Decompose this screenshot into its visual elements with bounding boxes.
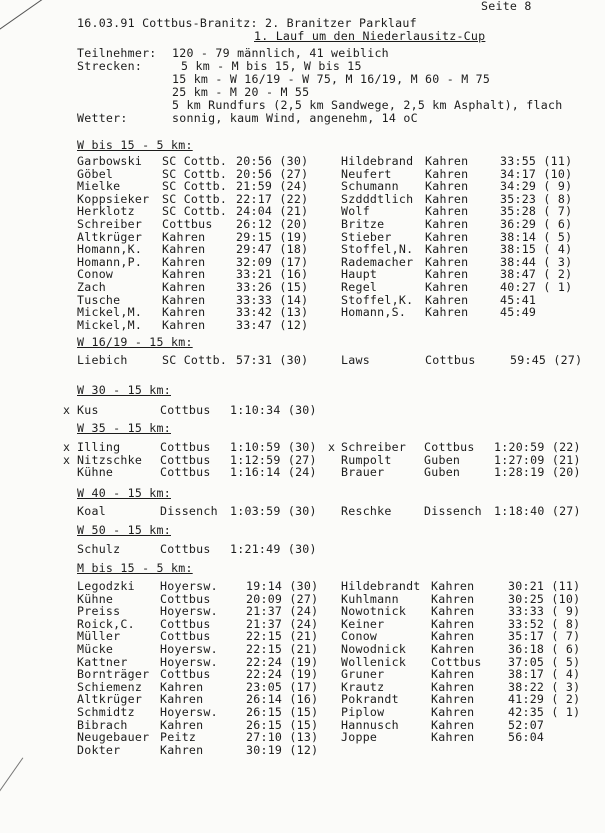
- result-club: Kahren: [162, 267, 206, 282]
- result-time: 37:05 ( 5): [508, 654, 581, 669]
- result-time: 29:47 (18): [236, 242, 309, 257]
- result-club: Kahren: [425, 267, 469, 282]
- result-name: Nitzschke: [77, 452, 143, 467]
- result-name: Müller: [77, 629, 121, 644]
- result-name: Göbel: [77, 166, 114, 181]
- result-club: Hoyersw.: [160, 642, 218, 656]
- result-club: Kahren: [431, 629, 475, 644]
- result-name: Laws: [341, 353, 370, 367]
- result-club: Kahren: [162, 254, 206, 269]
- result-club: SC Cottb.: [162, 179, 228, 194]
- result-name: Reschke: [341, 504, 392, 518]
- result-name: Gruner: [341, 667, 385, 682]
- result-club: Cottbus: [160, 629, 211, 644]
- result-name: Mickel,M.: [77, 305, 143, 320]
- result-time: 19:14 (30): [246, 579, 319, 593]
- result-name: Garbowski: [77, 154, 143, 168]
- result-time: 35:23 ( 8): [500, 191, 573, 206]
- result-name: Keiner: [341, 616, 385, 631]
- result-club: SC Cottb.: [162, 166, 228, 181]
- result-name: Kuhlmann: [341, 591, 399, 606]
- page-number: Seite 8: [481, 0, 532, 13]
- result-name: Joppe: [341, 730, 378, 745]
- result-time: 38:14 ( 5): [500, 229, 573, 244]
- result-club: Cottbus: [160, 440, 211, 454]
- result-club: SC Cottb.: [162, 353, 228, 367]
- result-name: Hildebrand: [341, 154, 414, 168]
- result-club: Kahren: [162, 317, 206, 332]
- result-club: Dissench: [424, 504, 482, 518]
- result-time: 22:17 (22): [236, 191, 309, 206]
- result-name: Altkrüger: [77, 229, 143, 244]
- distance-line: 5 km Rundfurs (2,5 km Sandwege, 2,5 km Asphalt), flach: [172, 98, 563, 112]
- result-time: 35:17 ( 7): [508, 629, 581, 644]
- result-time: 33:33 (14): [236, 292, 309, 307]
- result-time: 34:17 (10): [500, 166, 573, 181]
- result-name: Legodzki: [77, 579, 135, 593]
- result-time: 40:27 ( 1): [500, 280, 573, 294]
- result-name: Conow: [77, 267, 114, 282]
- result-club: Kahren: [425, 305, 469, 320]
- section-heading: W 30 - 15 km:: [77, 383, 171, 397]
- result-time: 33:33 ( 9): [508, 604, 581, 619]
- result-time: 1:18:40 (27): [494, 504, 581, 518]
- result-club: Kahren: [431, 642, 475, 656]
- result-time: 1:03:59 (30): [230, 504, 317, 518]
- section-heading: M bis 15 - 5 km:: [77, 561, 193, 575]
- result-time: 1:21:49 (30): [230, 542, 317, 556]
- result-time: 45:41: [500, 292, 537, 307]
- result-name: Szdddtlich: [341, 191, 414, 206]
- result-time: 30:21 (11): [508, 579, 581, 593]
- result-time: 56:04: [508, 730, 545, 745]
- result-name: Preiss: [77, 604, 121, 619]
- result-name: Zach: [77, 280, 106, 294]
- result-name: Nowodnick: [341, 642, 407, 656]
- result-club: Kahren: [425, 254, 469, 269]
- result-time: 33:26 (15): [236, 280, 309, 294]
- result-club: Kahren: [160, 679, 204, 694]
- result-club: Kahren: [431, 579, 475, 593]
- result-name: Mücke: [77, 642, 114, 656]
- result-club: Kahren: [425, 179, 469, 194]
- participants-value: 120 - 79 männlich, 41 weiblich: [172, 46, 389, 60]
- result-club: Dissench: [160, 504, 218, 518]
- result-name: Regel: [341, 280, 378, 294]
- result-name: Rademacher: [341, 254, 414, 269]
- result-time: 29:15 (19): [236, 229, 309, 244]
- result-time: 1:20:59 (22): [494, 440, 581, 454]
- result-time: 27:10 (13): [246, 730, 319, 745]
- result-name: Schreiber: [341, 440, 407, 454]
- result-name: Hannusch: [341, 717, 399, 732]
- result-club: Kahren: [431, 604, 475, 619]
- result-name: Krautz: [341, 679, 385, 694]
- result-time: 38:47 ( 2): [500, 267, 573, 282]
- result-name: Pokrandt: [341, 692, 399, 707]
- result-name: Neufert: [341, 166, 392, 181]
- result-name: Neugebauer: [77, 730, 150, 745]
- result-club: Kahren: [162, 242, 206, 257]
- result-club: Kahren: [431, 667, 475, 682]
- result-name: Illing: [77, 440, 121, 454]
- result-time: 30:19 (12): [246, 742, 319, 757]
- result-club: Cottbus: [425, 353, 476, 367]
- result-club: Kahren: [431, 705, 475, 719]
- result-time: 20:56 (30): [236, 154, 309, 168]
- result-time: 26:15 (15): [246, 717, 319, 732]
- result-name: Nowotnick: [341, 604, 407, 619]
- result-club: Kahren: [425, 204, 469, 219]
- result-name: Schulz: [77, 542, 121, 556]
- result-name: Kus: [77, 403, 99, 417]
- result-club: Kahren: [162, 305, 206, 320]
- result-name: Piplow: [341, 705, 385, 719]
- entry-mark: x: [63, 440, 71, 454]
- result-name: Schiemenz: [77, 679, 143, 694]
- result-name: Stoffel,K.: [341, 292, 414, 307]
- result-name: Homann,S.: [341, 305, 407, 320]
- result-time: 1:28:19 (20): [494, 465, 581, 480]
- result-name: Kattner: [77, 654, 128, 669]
- result-club: Guben: [424, 452, 461, 467]
- result-club: Cottbus: [160, 403, 211, 417]
- result-club: Cottbus: [160, 591, 211, 606]
- result-time: 33:42 (13): [236, 305, 309, 320]
- result-time: 1:10:59 (30): [230, 440, 317, 454]
- header-subtitle: 1. Lauf um den Niederlausitz-Cup: [254, 29, 486, 43]
- result-time: 22:15 (21): [246, 629, 319, 644]
- result-name: Kühne: [77, 465, 114, 480]
- result-name: Kühne: [77, 591, 114, 606]
- result-time: 20:09 (27): [246, 591, 319, 606]
- result-club: Kahren: [160, 742, 204, 757]
- result-club: Kahren: [425, 292, 469, 307]
- result-name: Tusche: [77, 292, 121, 307]
- result-name: Homann,P.: [77, 254, 143, 269]
- result-time: 26:15 (15): [246, 705, 319, 719]
- result-club: Cottbus: [424, 440, 475, 454]
- result-name: Hildebrandt: [341, 579, 421, 593]
- result-club: Peitz: [160, 730, 197, 745]
- result-club: Cottbus: [160, 667, 211, 682]
- result-time: 38:17 ( 4): [508, 667, 581, 682]
- result-club: Hoyersw.: [160, 705, 218, 719]
- result-time: 59:45 (27): [510, 353, 583, 367]
- result-time: 35:28 ( 7): [500, 204, 573, 219]
- result-name: Bornträger: [77, 667, 150, 682]
- result-club: Kahren: [425, 242, 469, 257]
- page-corner-line-bottom: [0, 757, 23, 823]
- result-name: Schmidtz: [77, 705, 135, 719]
- result-club: Kahren: [431, 730, 475, 745]
- result-club: Kahren: [425, 217, 469, 231]
- result-time: 30:25 (10): [508, 591, 581, 606]
- result-time: 24:04 (21): [236, 204, 309, 219]
- result-time: 21:37 (24): [246, 604, 319, 619]
- result-club: Kahren: [160, 717, 204, 732]
- section-heading: W 50 - 15 km:: [77, 523, 171, 537]
- page-corner-line: [0, 0, 44, 39]
- result-time: 33:52 ( 8): [508, 616, 581, 631]
- result-name: Stoffel,N.: [341, 242, 414, 257]
- result-time: 38:44 ( 3): [500, 254, 573, 269]
- result-club: Kahren: [431, 717, 475, 732]
- result-name: Mielke: [77, 179, 121, 194]
- section-heading: W 35 - 15 km:: [77, 421, 171, 435]
- distances-label: Strecken:: [77, 59, 143, 73]
- result-time: 1:27:09 (21): [494, 452, 581, 467]
- result-name: Mickel,M.: [77, 317, 143, 332]
- result-name: Wollenick: [341, 654, 407, 669]
- result-time: 22:15 (21): [246, 642, 319, 656]
- result-club: Guben: [424, 465, 461, 480]
- result-club: Cottbus: [162, 217, 213, 231]
- result-name: Haupt: [341, 267, 378, 282]
- result-club: Hoyersw.: [160, 604, 218, 619]
- result-name: Stieber: [341, 229, 392, 244]
- result-time: 33:21 (16): [236, 267, 309, 282]
- distance-line: 5 km - M bis 15, W bis 15: [181, 59, 362, 73]
- result-club: SC Cottb.: [162, 204, 228, 219]
- result-club: Hoyersw.: [160, 579, 218, 593]
- result-club: Cottbus: [160, 542, 211, 556]
- result-time: 34:29 ( 9): [500, 179, 573, 194]
- result-club: Kahren: [425, 166, 469, 181]
- weather-value: sonnig, kaum Wind, angenehm, 14 oC: [172, 111, 418, 125]
- result-time: 52:07: [508, 717, 545, 732]
- result-club: SC Cottb.: [162, 154, 228, 168]
- result-time: 1:12:59 (27): [230, 452, 317, 467]
- result-time: 42:35 ( 1): [508, 705, 581, 719]
- result-time: 21:59 (24): [236, 179, 309, 194]
- result-name: Britze: [341, 217, 385, 231]
- participants-label: Teilnehmer:: [77, 46, 157, 60]
- result-name: Rumpolt: [341, 452, 392, 467]
- result-time: 26:12 (20): [236, 217, 309, 231]
- result-club: Kahren: [425, 154, 469, 168]
- result-name: Brauer: [341, 465, 385, 480]
- result-name: Altkrüger: [77, 692, 143, 707]
- result-club: Kahren: [431, 679, 475, 694]
- header-title: 16.03.91 Cottbus-Branitz: 2. Branitzer Parklauf: [77, 16, 417, 30]
- result-name: Bibrach: [77, 717, 128, 732]
- result-time: 36:29 ( 6): [500, 217, 573, 231]
- result-time: 45:49: [500, 305, 537, 320]
- distance-line: 25 km - M 20 - M 55: [172, 85, 310, 99]
- result-name: Herklotz: [77, 204, 135, 219]
- result-name: Dokter: [77, 742, 121, 757]
- result-club: Kahren: [425, 229, 469, 244]
- distance-line: 15 km - W 16/19 - W 75, M 16/19, M 60 - M 75: [172, 72, 491, 86]
- result-club: Cottbus: [160, 465, 211, 480]
- result-time: 32:09 (17): [236, 254, 309, 269]
- result-time: 22:24 (19): [246, 667, 319, 682]
- weather-label: Wetter:: [77, 111, 128, 125]
- result-club: Kahren: [162, 229, 206, 244]
- result-name: Wolf: [341, 204, 370, 219]
- result-time: 1:10:34 (30): [230, 403, 317, 417]
- result-club: Cottbus: [160, 452, 211, 467]
- result-name: Homann,K.: [77, 242, 143, 257]
- section-heading: W bis 15 - 5 km:: [77, 138, 193, 152]
- result-name: Koal: [77, 504, 106, 518]
- result-time: 22:24 (19): [246, 654, 319, 669]
- result-time: 38:15 ( 4): [500, 242, 573, 257]
- result-name: Roick,C.: [77, 616, 135, 631]
- result-time: 1:16:14 (24): [230, 465, 317, 480]
- result-club: Cottbus: [431, 654, 482, 669]
- result-club: Kahren: [431, 591, 475, 606]
- result-time: 38:22 ( 3): [508, 679, 581, 694]
- result-name: Liebich: [77, 353, 128, 367]
- result-time: 36:18 ( 6): [508, 642, 581, 656]
- result-club: Kahren: [425, 280, 469, 294]
- result-club: Kahren: [425, 191, 469, 206]
- result-club: Kahren: [162, 292, 206, 307]
- result-time: 23:05 (17): [246, 679, 319, 694]
- entry-mark: x: [328, 440, 336, 454]
- result-name: Conow: [341, 629, 378, 644]
- result-club: Hoyersw.: [160, 654, 218, 669]
- section-heading: W 16/19 - 15 km:: [77, 335, 193, 349]
- result-time: 26:14 (16): [246, 692, 319, 707]
- result-time: 33:47 (12): [236, 317, 309, 332]
- result-time: 21:37 (24): [246, 616, 319, 631]
- result-time: 41:29 ( 2): [508, 692, 581, 707]
- result-club: Kahren: [431, 692, 475, 707]
- section-heading: W 40 - 15 km:: [77, 486, 171, 500]
- result-club: Kahren: [160, 692, 204, 707]
- entry-mark: x: [63, 403, 71, 417]
- result-club: Cottbus: [160, 616, 211, 631]
- result-time: 20:56 (27): [236, 166, 309, 181]
- result-name: Koppsieker: [77, 191, 150, 206]
- result-name: Schumann: [341, 179, 399, 194]
- result-club: Kahren: [162, 280, 206, 294]
- result-time: 33:55 (11): [500, 154, 573, 168]
- result-club: SC Cottb.: [162, 191, 228, 206]
- entry-mark: x: [63, 452, 71, 467]
- result-club: Kahren: [431, 616, 475, 631]
- result-name: Schreiber: [77, 217, 143, 231]
- result-time: 57:31 (30): [236, 353, 309, 367]
